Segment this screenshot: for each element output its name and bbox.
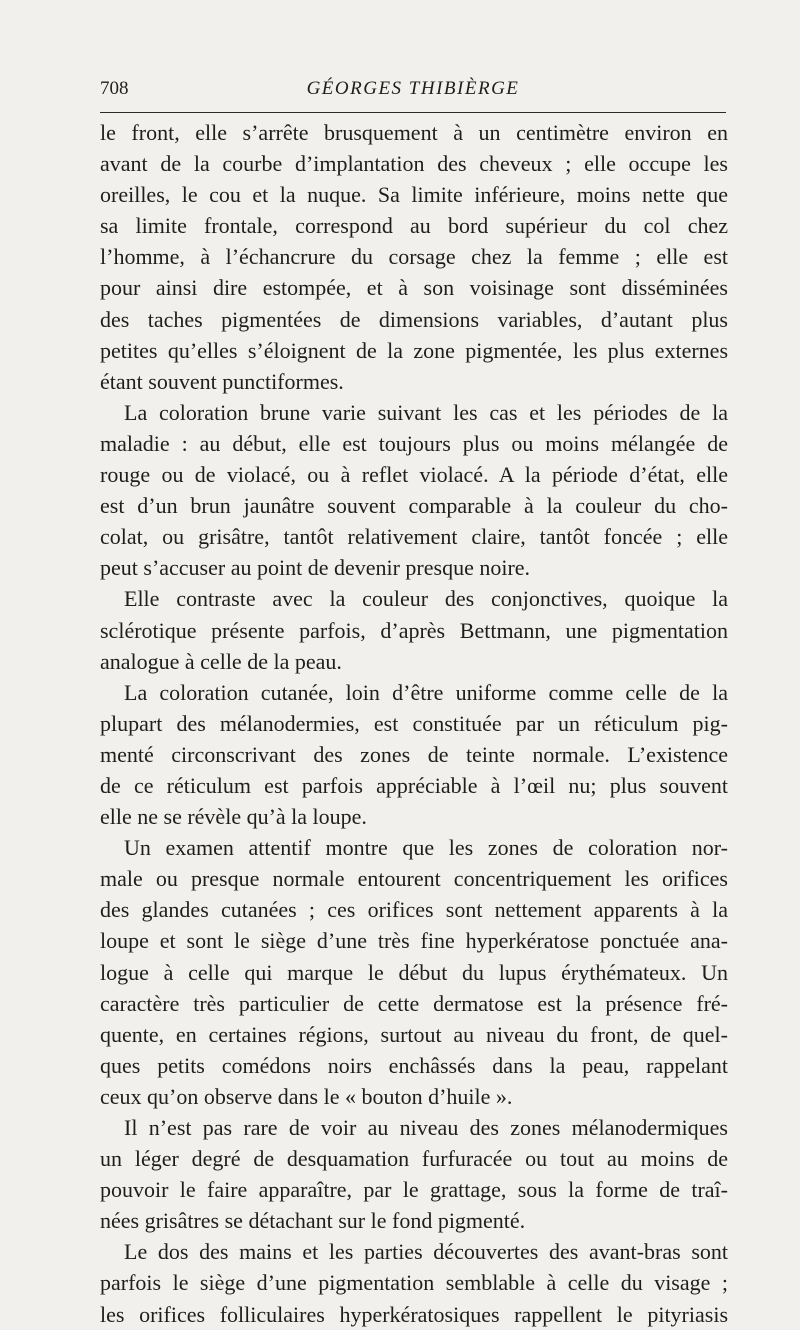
text-line: les orifices folliculaires hyperkératosiques rappellent le pityriasis: [100, 1301, 728, 1327]
running-head: [100, 76, 726, 102]
text-line: sclérotique présente parfois, d’après Bettmann, une pigmentation: [100, 617, 728, 643]
text-line: plupart des mélanodermies, est constituée par un réticulum pig-: [100, 710, 728, 736]
text-line: un léger degré de desquamation furfuracée ou tout au moins de: [100, 1146, 728, 1172]
text-line: caractère très particulier de cette dermatose est la présence fré-: [100, 990, 728, 1016]
text-line: l’homme, à l’échancrure du corsage chez la femme ; elle est: [100, 244, 728, 270]
text-line: ques petits comédons noirs enchâssés dans la peau, rappelant: [100, 1052, 728, 1078]
paragraph: [100, 1236, 728, 1329]
text-line: maladie : au début, elle est toujours plus ou moins mélangée de: [100, 430, 728, 456]
text-line: menté circonscrivant des zones de teinte normale. L’existence: [100, 741, 728, 767]
text-line: male ou presque normale entourent concentriquement les orifices: [100, 866, 728, 892]
text-line: sa limite frontale, correspond au bord supérieur du col chez: [100, 213, 728, 239]
text-line: analogue à celle de la peau.: [100, 648, 342, 674]
paragraph: [100, 677, 728, 832]
text-line: nées grisâtres se détachant sur le fond pigmenté.: [100, 1208, 526, 1234]
text-line: rouge ou de violacé, ou à reflet violacé. A la période d’état, elle: [100, 462, 728, 488]
text-line: Il n’est pas rare de voir au niveau des zones mélanodermiques: [124, 1115, 728, 1140]
text-line: Un examen attentif montre que les zones de coloration nor-: [124, 835, 728, 861]
text-line: ceux qu’on observe dans le « bouton d’huile ».: [100, 1083, 513, 1109]
text-line: pour ainsi dire estompée, et à son voisinage sont disséminées: [100, 275, 728, 301]
text-line: pouvoir le faire apparaître, par le grattage, sous la forme de traî-: [100, 1177, 728, 1203]
text-line: petites qu’elles s’éloignent de la zone pigmentée, les plus externes: [100, 337, 728, 363]
paragraph: [100, 583, 728, 676]
running-title: GÉORGES THIBIÈRGE: [306, 78, 520, 99]
text-line: colat, ou grisâtre, tantôt relativement claire, tantôt foncée ; elle: [100, 524, 728, 550]
paragraph: [100, 117, 728, 397]
text-line: La coloration brune varie suivant les cas et les périodes de la: [124, 399, 728, 425]
paragraph: [100, 832, 728, 1112]
text-line: des glandes cutanées ; ces orifices sont nettement apparents à la: [100, 897, 728, 923]
text-line: étant souvent punctiformes.: [100, 368, 344, 394]
paragraph: [100, 397, 728, 584]
text-line: le front, elle s’arrête brusquement à un centimètre environ en: [100, 120, 728, 145]
text-line: loupe et sont le siège d’une très fine hyperkératose ponctuée ana-: [100, 928, 728, 954]
text-line: parfois le siège d’une pigmentation semblable à celle du visage ;: [100, 1270, 728, 1296]
page-number: 708: [100, 78, 129, 99]
paragraph: [100, 1112, 728, 1236]
text-line: est d’un brun jaunâtre souvent comparable à la couleur du cho-: [100, 493, 728, 519]
text-line: La coloration cutanée, loin d’être uniforme comme celle de la: [124, 679, 728, 705]
text-line: peut s’accuser au point de devenir presque noire.: [100, 555, 531, 581]
text-line: des taches pigmentées de dimensions variables, d’autant plus: [100, 306, 728, 332]
text-line: elle ne se révèle qu’à la loupe.: [100, 804, 367, 830]
text-line: oreilles, le cou et la nuque. Sa limite inférieure, moins nette que: [100, 182, 728, 208]
body-text: [100, 117, 728, 1330]
text-line: Elle contraste avec la couleur des conjonctives, quoique la: [124, 586, 728, 612]
text-line: de ce réticulum est parfois appréciable à l’œil nu; plus souvent: [100, 772, 728, 798]
text-line: Le dos des mains et les parties découvertes des avant-bras sont: [124, 1239, 728, 1265]
header-rule: [100, 112, 726, 113]
text-line: avant de la courbe d’implantation des cheveux ; elle occupe les: [100, 151, 728, 177]
text-line: quente, en certaines régions, surtout au niveau du front, de quel-: [100, 1021, 728, 1047]
text-line: logue à celle qui marque le début du lupus érythémateux. Un: [100, 959, 728, 985]
